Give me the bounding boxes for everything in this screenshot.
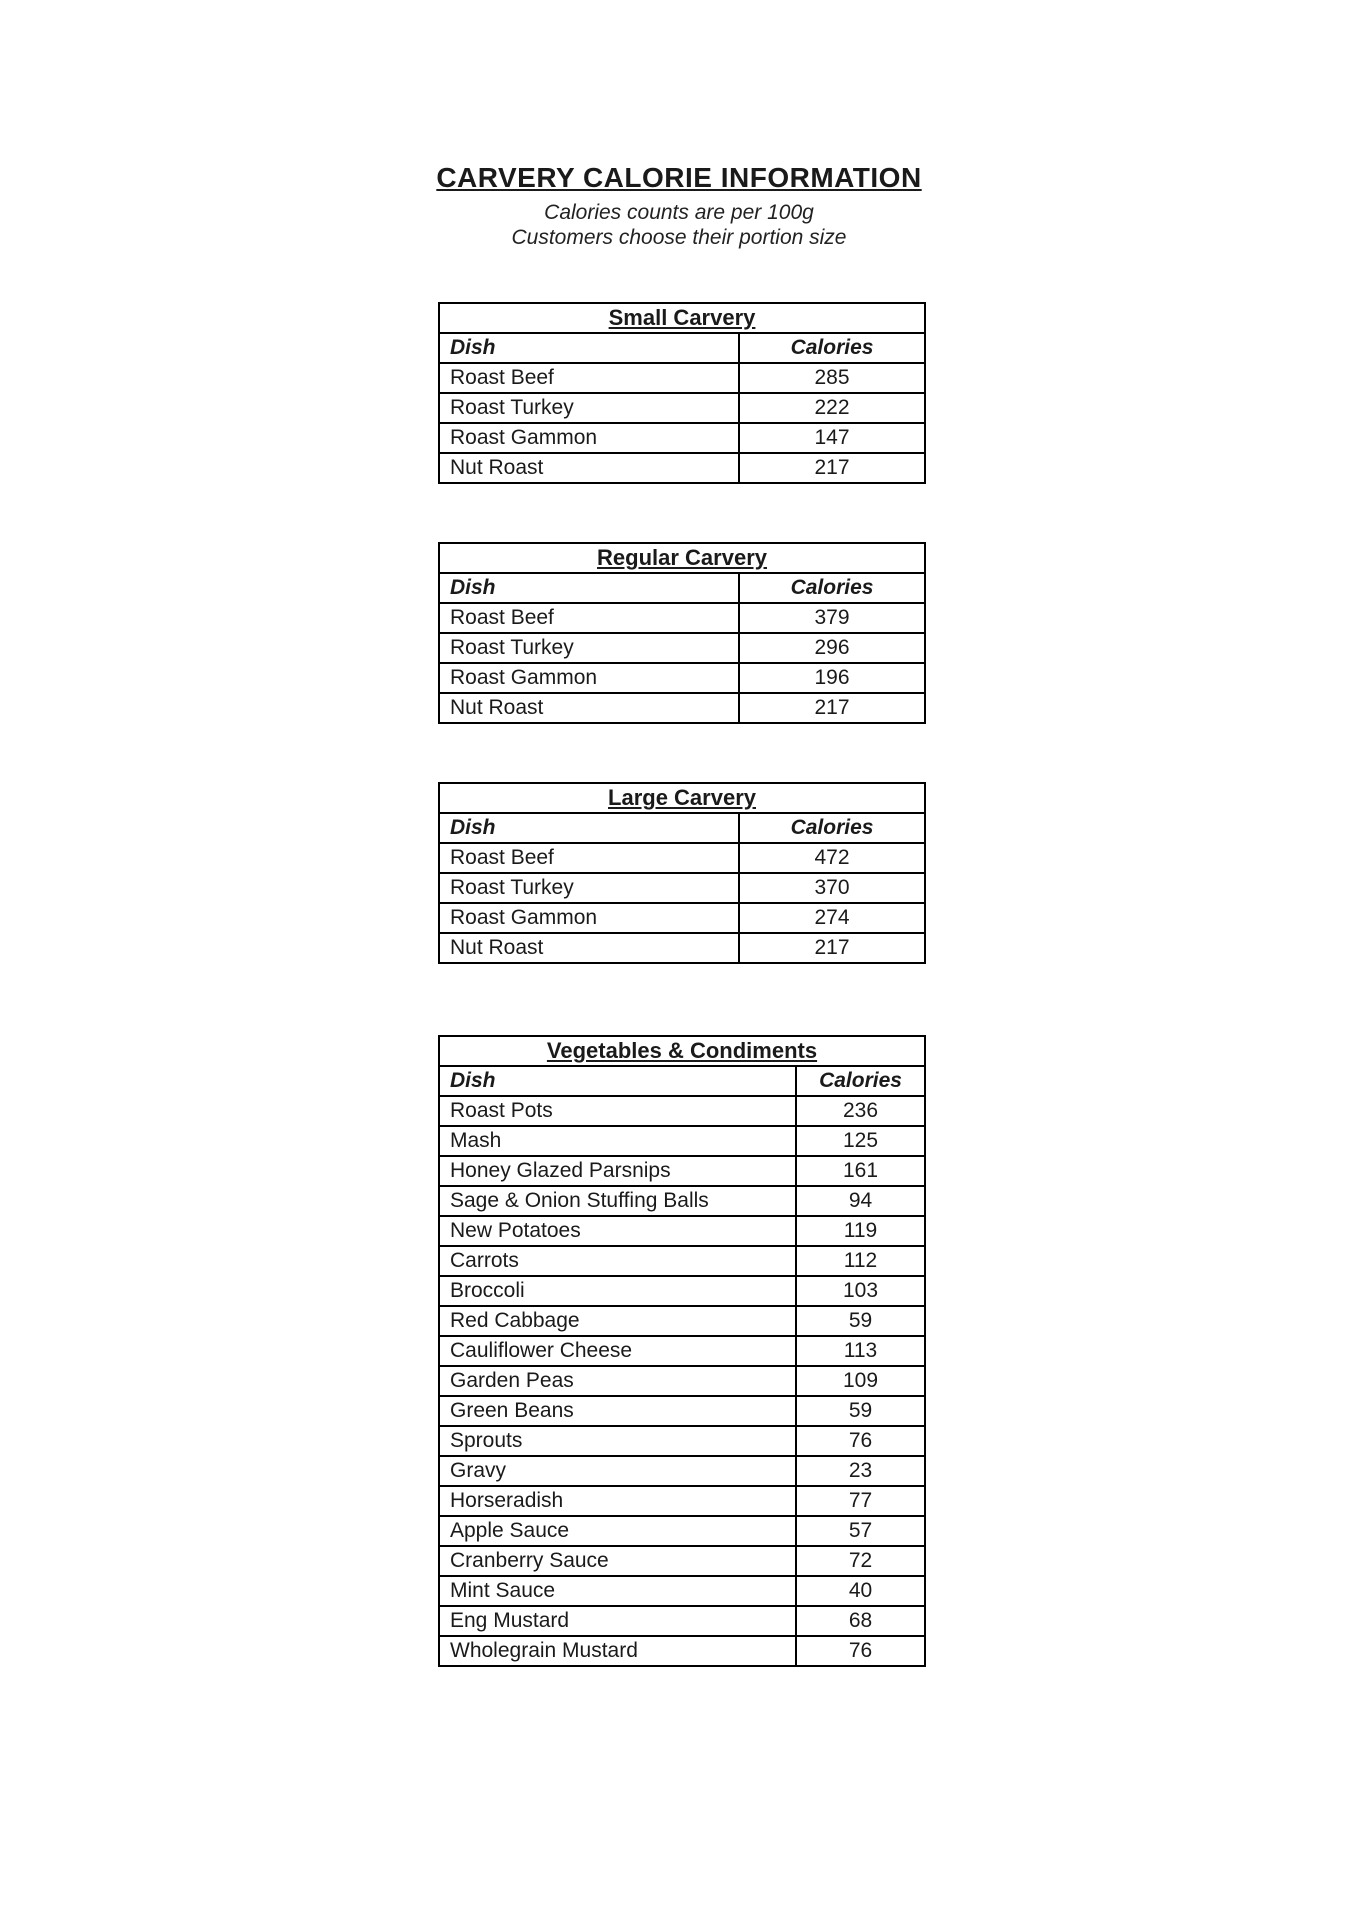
calories-cell: 217 [739, 933, 925, 963]
table-row [439, 903, 925, 933]
large-carvery-table [438, 782, 926, 964]
table-row [439, 1546, 925, 1576]
table-header-row [439, 1066, 925, 1096]
dish-cell: Mint Sauce [439, 1576, 796, 1606]
table-row [439, 1426, 925, 1456]
table-row [439, 1216, 925, 1246]
table-title-text: Regular Carvery [597, 545, 767, 570]
table-row [439, 1156, 925, 1186]
calories-cell: 222 [739, 393, 925, 423]
table-row [439, 1096, 925, 1126]
dish-cell: Green Beans [439, 1396, 796, 1426]
calories-cell: 285 [739, 363, 925, 393]
table-title [439, 543, 925, 573]
calories-cell: 113 [796, 1336, 925, 1366]
calories-cell: 196 [739, 663, 925, 693]
table-row [439, 693, 925, 723]
dish-cell: Apple Sauce [439, 1516, 796, 1546]
dish-cell: Nut Roast [439, 453, 739, 483]
dish-cell: Honey Glazed Parsnips [439, 1156, 796, 1186]
dish-cell: Nut Roast [439, 693, 739, 723]
table-title [439, 303, 925, 333]
calories-cell: 217 [739, 693, 925, 723]
document-title: CARVERY CALORIE INFORMATION [436, 162, 922, 193]
table-title-row [439, 543, 925, 573]
table-title-row [439, 783, 925, 813]
dish-cell: Cauliflower Cheese [439, 1336, 796, 1366]
table-row [439, 873, 925, 903]
calories-column-header: Calories [796, 1066, 925, 1096]
calories-cell: 296 [739, 633, 925, 663]
dish-cell: Roast Gammon [439, 663, 739, 693]
table-title-text: Vegetables & Condiments [546, 1038, 818, 1063]
document-subtitle-line2: Customers choose their portion size [511, 226, 847, 249]
calories-cell: 72 [796, 1546, 925, 1576]
dish-cell: Broccoli [439, 1276, 796, 1306]
calories-cell: 147 [739, 423, 925, 453]
table-row [439, 1486, 925, 1516]
dish-cell: Roast Gammon [439, 903, 739, 933]
calories-cell: 109 [796, 1366, 925, 1396]
dish-column-header: Dish [439, 1066, 796, 1096]
calories-cell: 77 [796, 1486, 925, 1516]
calories-cell: 236 [796, 1096, 925, 1126]
table-row [439, 1306, 925, 1336]
dish-cell: Carrots [439, 1246, 796, 1276]
dish-column-header: Dish [439, 813, 739, 843]
table-row [439, 453, 925, 483]
calories-column-header: Calories [739, 573, 925, 603]
calories-cell: 274 [739, 903, 925, 933]
dish-cell: Roast Beef [439, 363, 739, 393]
calories-column-header: Calories [739, 333, 925, 363]
calories-cell: 125 [796, 1126, 925, 1156]
table-row [439, 1396, 925, 1426]
dish-cell: Horseradish [439, 1486, 796, 1516]
dish-column-header: Dish [439, 333, 739, 363]
calories-cell: 472 [739, 843, 925, 873]
calories-cell: 103 [796, 1276, 925, 1306]
dish-cell: Roast Turkey [439, 393, 739, 423]
dish-cell: Red Cabbage [439, 1306, 796, 1336]
dish-cell: Sprouts [439, 1426, 796, 1456]
document-subtitle-line1: Calories counts are per 100g [544, 201, 814, 224]
table-row [439, 1276, 925, 1306]
dish-cell: Gravy [439, 1456, 796, 1486]
dish-cell: Roast Pots [439, 1096, 796, 1126]
table-row [439, 1516, 925, 1546]
dish-cell: Roast Beef [439, 843, 739, 873]
calories-cell: 370 [739, 873, 925, 903]
table-row [439, 1186, 925, 1216]
calories-cell: 76 [796, 1426, 925, 1456]
calories-column-header: Calories [739, 813, 925, 843]
calories-cell: 94 [796, 1186, 925, 1216]
table-title-row [439, 1036, 925, 1066]
dish-cell: Sage & Onion Stuffing Balls [439, 1186, 796, 1216]
vegetables-condiments-table [438, 1035, 926, 1667]
table-title-text: Small Carvery [608, 305, 756, 330]
calories-cell: 119 [796, 1216, 925, 1246]
dish-cell: Roast Gammon [439, 423, 739, 453]
table-row [439, 1126, 925, 1156]
table-row [439, 633, 925, 663]
calories-cell: 161 [796, 1156, 925, 1186]
table-row [439, 423, 925, 453]
table-row [439, 1636, 925, 1666]
dish-cell: Roast Turkey [439, 633, 739, 663]
table-title [439, 1036, 925, 1066]
table-row [439, 843, 925, 873]
table-header-row [439, 333, 925, 363]
dish-cell: Wholegrain Mustard [439, 1636, 796, 1666]
table-header-row [439, 813, 925, 843]
table-row [439, 603, 925, 633]
document-header [0, 162, 1358, 250]
dish-cell: Eng Mustard [439, 1606, 796, 1636]
calories-cell: 76 [796, 1636, 925, 1666]
table-row [439, 1366, 925, 1396]
regular-carvery-table [438, 542, 926, 724]
calories-cell: 57 [796, 1516, 925, 1546]
dish-cell: Roast Beef [439, 603, 739, 633]
calories-cell: 40 [796, 1576, 925, 1606]
table-row [439, 1336, 925, 1366]
dish-cell: New Potatoes [439, 1216, 796, 1246]
table-row [439, 393, 925, 423]
calories-cell: 23 [796, 1456, 925, 1486]
dish-cell: Cranberry Sauce [439, 1546, 796, 1576]
calories-cell: 59 [796, 1306, 925, 1336]
dish-column-header: Dish [439, 573, 739, 603]
calories-cell: 112 [796, 1246, 925, 1276]
calories-cell: 217 [739, 453, 925, 483]
dish-cell: Mash [439, 1126, 796, 1156]
calories-cell: 59 [796, 1396, 925, 1426]
table-row [439, 933, 925, 963]
table-title-text: Large Carvery [608, 785, 756, 810]
table-row [439, 1576, 925, 1606]
calories-cell: 68 [796, 1606, 925, 1636]
table-row [439, 1456, 925, 1486]
dish-cell: Roast Turkey [439, 873, 739, 903]
table-row [439, 1606, 925, 1636]
dish-cell: Nut Roast [439, 933, 739, 963]
table-title [439, 783, 925, 813]
table-header-row [439, 573, 925, 603]
small-carvery-table [438, 302, 926, 484]
table-row [439, 1246, 925, 1276]
calories-cell: 379 [739, 603, 925, 633]
table-row [439, 363, 925, 393]
table-row [439, 663, 925, 693]
dish-cell: Garden Peas [439, 1366, 796, 1396]
table-title-row [439, 303, 925, 333]
